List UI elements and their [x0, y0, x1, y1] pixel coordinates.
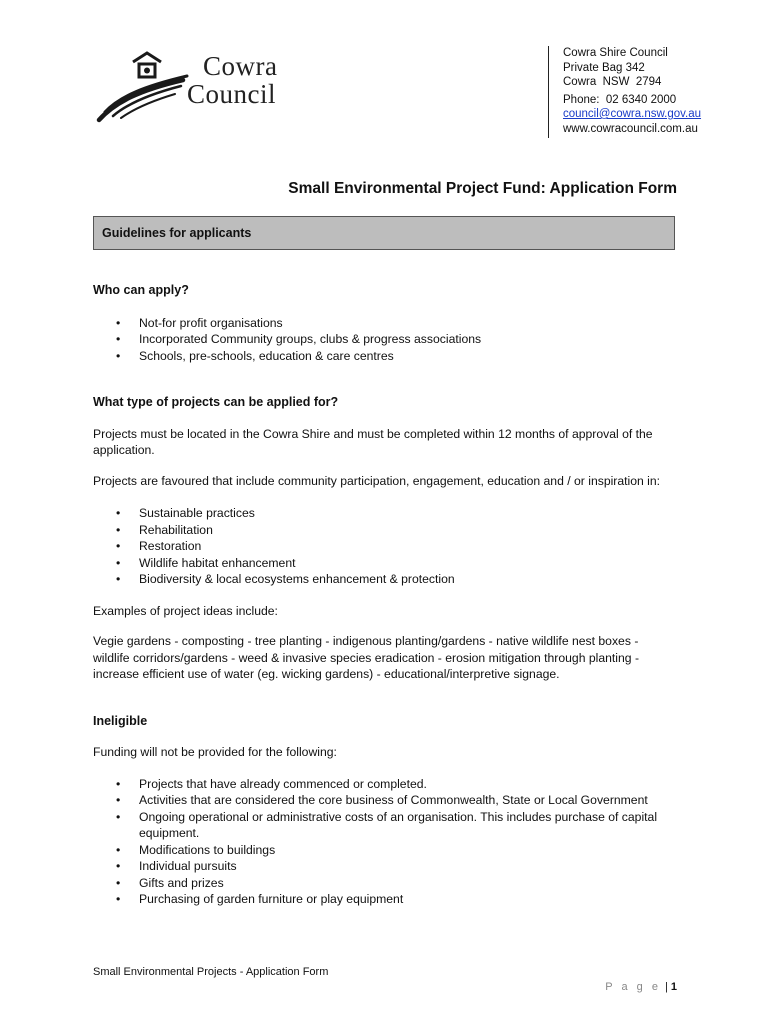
council-logo [95, 50, 305, 130]
what-heading: What type of projects can be applied for? [93, 395, 339, 409]
what-paragraph-1: Projects must be located in the Cowra Shire and must be completed within 12 months of approval of the application. [93, 426, 653, 457]
list-item: • Gifts and prizes [139, 875, 677, 892]
document-body [93, 282, 677, 908]
what-paragraph-2: Projects are favoured that include community participation, engagement, education and / or inspiration in: [93, 473, 661, 488]
contact-address-1: Private Bag 342 [563, 61, 645, 74]
what-list [93, 505, 677, 588]
list-item: • Wildlife habitat enhancement [139, 555, 677, 572]
list-item: • Ongoing operational or administrative costs of an organisation. This includes purchase of capital equipment. [139, 809, 677, 842]
page-number-value: 1 [670, 981, 677, 993]
ineligible-intro: Funding will not be provided for the following: [93, 745, 337, 759]
contact-phone: Phone: 02 6340 2000 [563, 93, 677, 106]
footer-title: Small Environmental Projects - Application Form [93, 966, 329, 978]
list-item: • Not-for profit organisations [139, 315, 677, 332]
contact-website: www.cowracouncil.com.au [563, 122, 698, 135]
contact-name: Cowra Shire Council [563, 47, 668, 59]
list-item: • Biodiversity & local ecosystems enhancement & protection [139, 571, 677, 588]
list-item: • Activities that are considered the core business of Commonwealth, State or Local Government [139, 792, 677, 809]
list-item: • Incorporated Community groups, clubs & progress associations [139, 331, 677, 348]
contact-email-link[interactable]: council@cowra.nsw.gov.au [563, 108, 702, 120]
contact-address-2: Cowra NSW 2794 [563, 76, 662, 88]
list-item: • Modifications to buildings [139, 842, 677, 859]
list-item: • Restoration [139, 538, 677, 555]
list-item: • Schools, pre-schools, education & care centres [139, 348, 677, 365]
document-title: Small Environmental Project Fund: Application Form [288, 180, 677, 197]
examples-intro: Examples of project ideas include: [93, 603, 278, 618]
page-label: P a g e [605, 981, 661, 993]
guidelines-heading: Guidelines for applicants [93, 216, 675, 250]
logo-line-1: Cowra [203, 51, 278, 81]
page-divider: | [664, 981, 668, 993]
ineligible-heading: Ineligible [93, 713, 148, 728]
who-list [93, 315, 677, 365]
who-heading: Who can apply? [93, 283, 189, 297]
list-item: • Projects that have already commenced or completed. [139, 776, 677, 793]
page-number [605, 981, 677, 993]
ineligible-list [93, 776, 677, 908]
logo-wordmark [187, 52, 277, 108]
list-item: • Rehabilitation [139, 522, 677, 539]
examples-text: Vegie gardens - composting - tree planting - indigenous planting/gardens - native wildlife nest boxes - wildlife corridors/gardens - weed & invasive species eradication - erosion mitigation through planting - increase efficient use of water (eg. wicking gardens) - educational/interpretive signage. [93, 634, 640, 681]
council-emblem-icon [95, 50, 190, 130]
list-item: • Individual pursuits [139, 858, 677, 875]
list-item: • Purchasing of garden furniture or play equipment [139, 891, 677, 908]
list-item: • Sustainable practices [139, 505, 677, 522]
logo-line-2: Council [187, 79, 276, 109]
contact-block [548, 46, 701, 138]
